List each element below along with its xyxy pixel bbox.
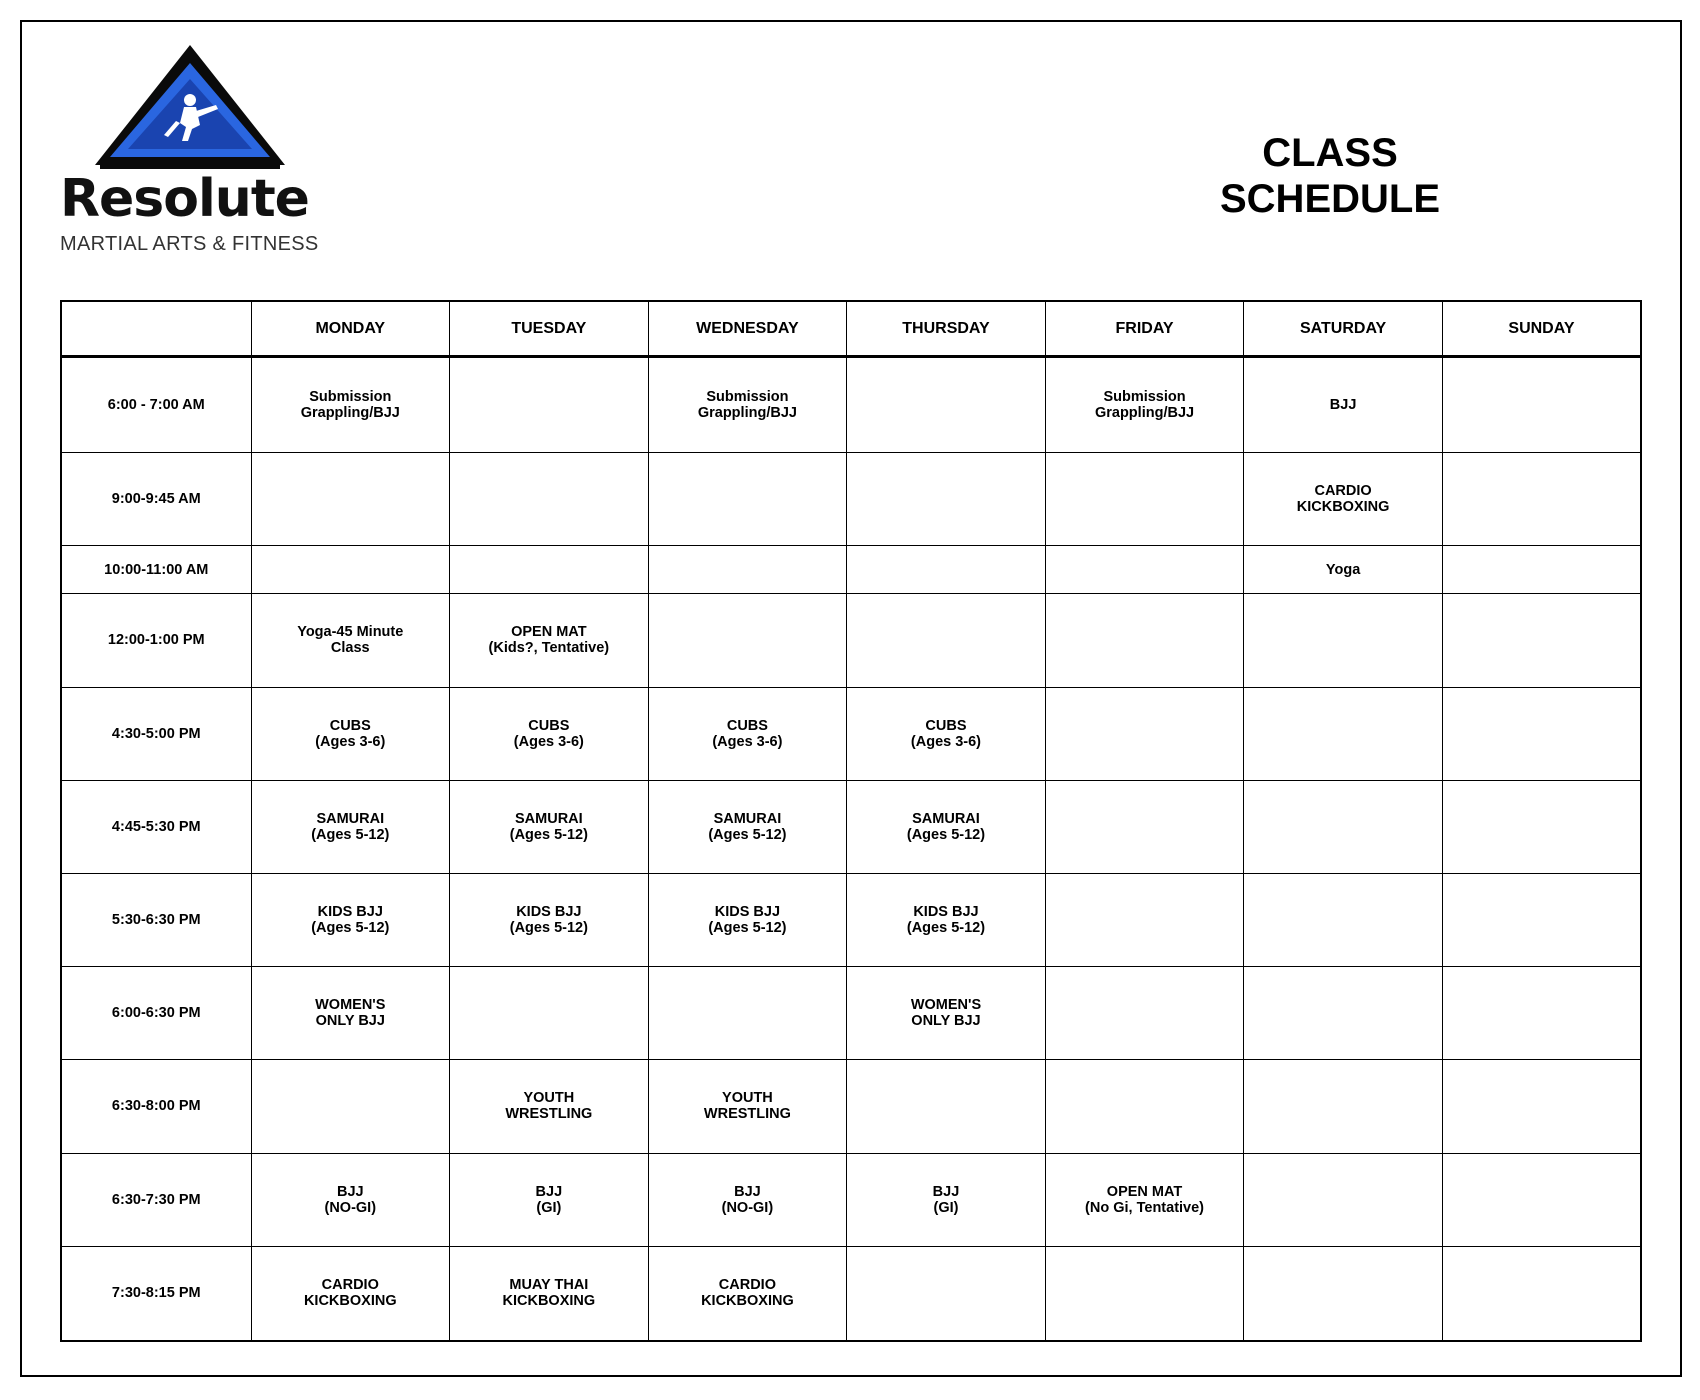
class-schedule-table	[60, 300, 1642, 1342]
class-cell	[450, 687, 649, 780]
class-cell	[450, 873, 649, 966]
class-cell	[1045, 357, 1244, 453]
time-slot-label: 6:00 - 7:00 AM	[61, 357, 251, 453]
class-cell	[847, 453, 1046, 546]
day-header: SUNDAY	[1442, 301, 1641, 357]
time-slot-label: 6:30-8:00 PM	[61, 1060, 251, 1153]
class-cell-line: (Ages 3-6)	[910, 733, 982, 750]
class-cell-line: SAMURAI	[912, 810, 980, 827]
class-cell	[251, 357, 450, 453]
class-cell-line: (Ages 3-6)	[513, 733, 584, 750]
class-cell-line: OPEN MAT	[511, 624, 587, 641]
class-cell	[251, 1246, 450, 1341]
class-cell	[648, 967, 847, 1060]
time-slot-label: 4:30-5:00 PM	[61, 687, 251, 780]
class-cell	[847, 546, 1046, 594]
day-header: TUESDAY	[450, 301, 649, 357]
class-cell-line: KIDS BJJ	[714, 904, 781, 921]
table-row	[61, 1246, 1641, 1341]
table-row	[61, 873, 1641, 966]
class-cell-line: Class	[330, 640, 370, 657]
class-cell	[648, 1153, 847, 1246]
class-cell-line: KICKBOXING	[1296, 499, 1390, 516]
class-cell	[251, 967, 450, 1060]
class-cell	[1442, 1153, 1641, 1246]
class-cell-line: BJJ	[734, 1183, 761, 1200]
class-cell	[1244, 453, 1443, 546]
class-cell	[847, 1060, 1046, 1153]
time-slot-label: 6:00-6:30 PM	[61, 967, 251, 1060]
class-cell	[450, 780, 649, 873]
table-row	[61, 594, 1641, 687]
class-cell-line: CARDIO	[321, 1277, 379, 1294]
class-cell-line: (No Gi, Tentative)	[1085, 1199, 1205, 1216]
class-cell	[251, 780, 450, 873]
class-cell	[450, 357, 649, 453]
day-header: THURSDAY	[847, 301, 1046, 357]
class-cell	[1244, 1246, 1443, 1341]
class-cell	[847, 780, 1046, 873]
class-cell	[251, 1060, 450, 1153]
class-cell	[450, 453, 649, 546]
table-row	[61, 967, 1641, 1060]
class-cell-line: BJJ	[535, 1183, 563, 1200]
class-cell	[251, 1153, 450, 1246]
class-cell	[847, 594, 1046, 687]
class-cell	[1442, 1060, 1641, 1153]
class-cell	[1244, 546, 1443, 594]
class-cell-line: (NO-GI)	[721, 1199, 774, 1216]
class-cell-line: (Ages 5-12)	[708, 920, 787, 937]
class-cell	[1045, 687, 1244, 780]
class-cell-line: (NO-GI)	[324, 1199, 377, 1216]
class-cell-line: KIDS BJJ	[516, 904, 582, 921]
class-cell-line: CARDIO	[1314, 483, 1372, 500]
class-cell-line: Submission	[1103, 389, 1186, 406]
table-row	[61, 453, 1641, 546]
class-cell	[1045, 1246, 1244, 1341]
class-cell	[251, 687, 450, 780]
class-cell	[1442, 1246, 1641, 1341]
class-cell-line: (Ages 5-12)	[906, 920, 986, 937]
class-cell-line: (Ages 3-6)	[315, 733, 386, 750]
class-cell-line: (Kids?, Tentative)	[488, 640, 610, 657]
class-cell	[251, 594, 450, 687]
class-cell	[648, 357, 847, 453]
class-cell-line: (Ages 5-12)	[311, 826, 390, 843]
logo	[60, 45, 330, 260]
class-cell-line: (Ages 5-12)	[509, 920, 588, 937]
class-cell-line: WOMEN'S	[315, 997, 386, 1014]
class-cell	[648, 1060, 847, 1153]
table-row	[61, 687, 1641, 780]
class-cell-line: SAMURAI	[316, 810, 385, 827]
class-cell	[450, 594, 649, 687]
class-cell-line: WRESTLING	[505, 1106, 593, 1123]
class-cell-line: SAMURAI	[515, 810, 583, 827]
class-cell	[1442, 780, 1641, 873]
class-cell-line: WRESTLING	[703, 1106, 791, 1123]
class-cell	[847, 357, 1046, 453]
class-cell	[1442, 453, 1641, 546]
class-cell	[1244, 594, 1443, 687]
class-cell	[450, 1246, 649, 1341]
class-cell-line: KICKBOXING	[303, 1293, 397, 1310]
class-cell-line: KICKBOXING	[701, 1293, 794, 1310]
class-cell	[847, 687, 1046, 780]
class-cell	[648, 873, 847, 966]
class-cell	[251, 873, 450, 966]
day-header: MONDAY	[251, 301, 450, 357]
class-cell	[1244, 687, 1443, 780]
time-slot-label: 6:30-7:30 PM	[61, 1153, 251, 1246]
title-line-2: SCHEDULE	[1219, 177, 1441, 221]
class-cell-line: Grappling/BJJ	[1094, 405, 1195, 422]
class-cell-line: Grappling/BJJ	[697, 405, 797, 422]
class-cell-line: YOUTH	[722, 1090, 773, 1107]
class-cell	[1244, 873, 1443, 966]
class-cell-line: CUBS	[329, 717, 371, 734]
time-slot-label: 5:30-6:30 PM	[61, 873, 251, 966]
corner-cell	[61, 301, 251, 357]
time-slot-label: 10:00-11:00 AM	[61, 546, 251, 594]
class-cell	[1045, 780, 1244, 873]
class-cell	[648, 780, 847, 873]
class-cell	[1045, 546, 1244, 594]
class-cell-line: (Ages 5-12)	[509, 826, 588, 843]
class-cell	[1045, 1060, 1244, 1153]
class-cell-line: ONLY BJJ	[911, 1013, 981, 1030]
class-cell-line: KICKBOXING	[502, 1293, 596, 1310]
day-header: FRIDAY	[1045, 301, 1244, 357]
class-cell-line: ONLY BJJ	[315, 1013, 385, 1030]
class-cell-line: (GI)	[933, 1199, 959, 1216]
table-row	[61, 1060, 1641, 1153]
class-cell	[1244, 1060, 1443, 1153]
class-cell	[1442, 873, 1641, 966]
class-cell-line: KIDS BJJ	[913, 904, 979, 921]
class-cell	[450, 1153, 649, 1246]
class-cell	[450, 1060, 649, 1153]
class-cell	[648, 453, 847, 546]
class-cell-line: Submission	[706, 389, 789, 406]
class-cell-line: Submission	[309, 389, 392, 406]
class-cell	[1442, 594, 1641, 687]
class-cell-line: CUBS	[528, 717, 570, 734]
table-row	[61, 780, 1641, 873]
class-cell	[1442, 967, 1641, 1060]
brand-tagline: MARTIAL ARTS & FITNESS	[60, 233, 319, 255]
class-cell	[1045, 453, 1244, 546]
table-row	[61, 546, 1641, 594]
class-cell	[847, 1246, 1046, 1341]
class-cell-line: CUBS	[726, 717, 768, 734]
class-cell-line: SAMURAI	[713, 810, 782, 827]
class-cell	[847, 873, 1046, 966]
class-cell-line: CARDIO	[718, 1277, 776, 1294]
triangle-kicker-icon	[60, 45, 330, 175]
class-cell-line: (Ages 5-12)	[311, 920, 390, 937]
class-cell	[648, 546, 847, 594]
time-slot-label: 9:00-9:45 AM	[61, 453, 251, 546]
class-cell	[1442, 357, 1641, 453]
class-cell	[1045, 1153, 1244, 1246]
class-cell-line: WOMEN'S	[910, 997, 982, 1014]
class-cell	[1244, 780, 1443, 873]
class-cell-line: Yoga	[1325, 561, 1361, 578]
class-cell-line: (GI)	[536, 1199, 562, 1216]
class-cell	[648, 1246, 847, 1341]
table-row	[61, 1153, 1641, 1246]
class-cell-line: BJJ	[932, 1183, 960, 1200]
class-cell-line: BJJ	[1329, 397, 1357, 414]
class-cell	[1045, 967, 1244, 1060]
class-cell	[1244, 1153, 1443, 1246]
class-cell	[1442, 546, 1641, 594]
class-cell	[1045, 594, 1244, 687]
class-cell	[648, 687, 847, 780]
class-cell-line: BJJ	[336, 1183, 364, 1200]
class-cell	[251, 546, 450, 594]
time-slot-label: 4:45-5:30 PM	[61, 780, 251, 873]
class-cell	[1045, 873, 1244, 966]
class-cell-line: CUBS	[925, 717, 967, 734]
class-cell-line: Yoga-45 Minute	[297, 624, 404, 641]
class-cell	[251, 453, 450, 546]
class-cell-line: OPEN MAT	[1106, 1183, 1183, 1200]
class-cell-line: KIDS BJJ	[317, 904, 383, 921]
class-cell-line: (Ages 5-12)	[906, 826, 986, 843]
class-cell-line: YOUTH	[523, 1090, 575, 1107]
class-cell-line: Grappling/BJJ	[300, 405, 400, 422]
class-cell	[450, 967, 649, 1060]
title-line-1: CLASS	[1262, 131, 1398, 175]
brand-name: Resolute	[60, 169, 309, 229]
time-slot-label: 12:00-1:00 PM	[61, 594, 251, 687]
day-header: WEDNESDAY	[648, 301, 847, 357]
page-title	[1180, 130, 1480, 222]
class-cell	[1442, 687, 1641, 780]
header-row	[61, 301, 1641, 357]
class-cell-line: (Ages 5-12)	[708, 826, 787, 843]
class-cell-line: (Ages 3-6)	[712, 733, 783, 750]
class-cell	[1244, 357, 1443, 453]
class-cell	[648, 594, 847, 687]
table-row	[61, 357, 1641, 453]
day-header: SATURDAY	[1244, 301, 1443, 357]
time-slot-label: 7:30-8:15 PM	[61, 1246, 251, 1341]
class-cell	[450, 546, 649, 594]
class-cell	[847, 967, 1046, 1060]
schedule-body	[61, 357, 1641, 1342]
class-cell-line: MUAY THAI	[509, 1277, 589, 1294]
class-cell	[1244, 967, 1443, 1060]
class-cell	[847, 1153, 1046, 1246]
